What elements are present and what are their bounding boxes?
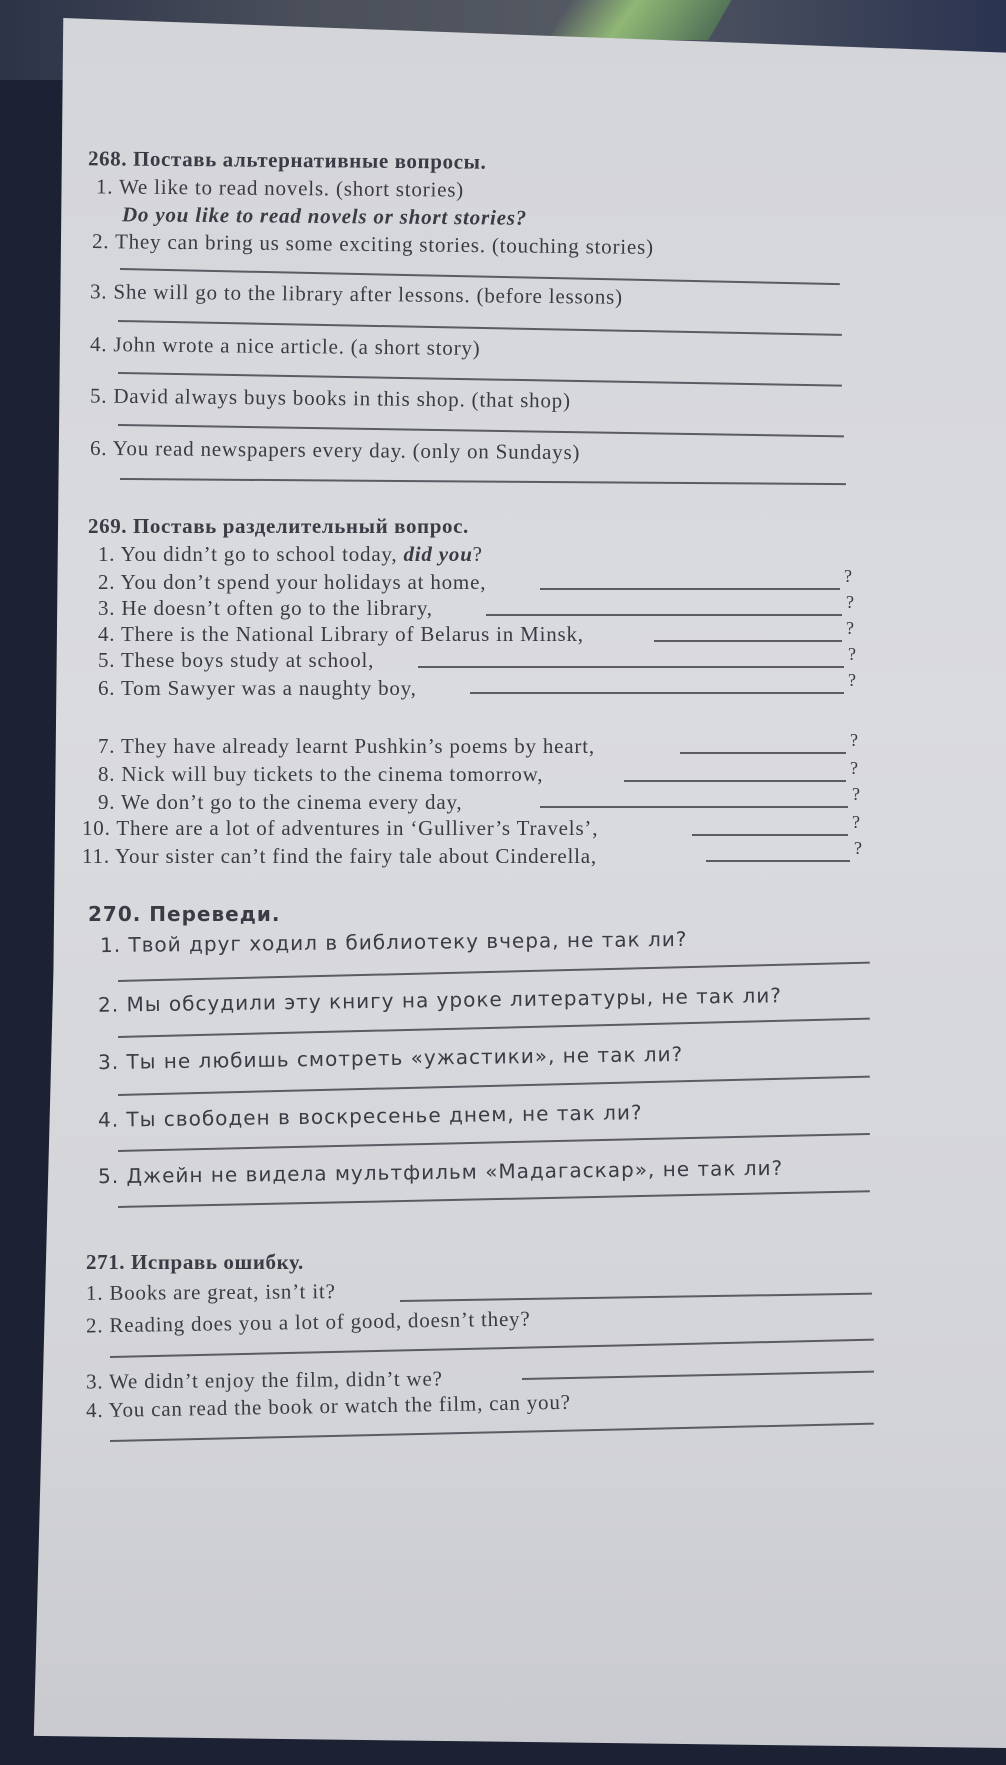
question-mark: ? — [846, 618, 854, 638]
answer-line[interactable] — [110, 1423, 874, 1442]
answer-line[interactable] — [680, 752, 846, 754]
exercise-270-item-1: 1. Твой друг ходил в библиотеку вчера, не так ли? — [99, 926, 688, 958]
exercise-269-title: 269. Поставь разделительный вопрос. — [88, 514, 469, 538]
exercise-271-item-1: 1. Books are great, isn’t it? — [85, 1279, 336, 1305]
answer-line[interactable] — [118, 1190, 870, 1207]
question-mark: ? — [848, 644, 856, 664]
exercise-268-item-1: 1. We like to read novels. (short stories) — [95, 174, 465, 202]
question-mark: ? — [850, 730, 858, 750]
answer-line[interactable] — [120, 478, 846, 485]
exercise-268-item-5: 5. David always buys books in this shop. (that shop) — [89, 383, 571, 413]
answer-line[interactable] — [706, 860, 850, 862]
exercise-271-title: 271. Исправь ошибку. — [86, 1250, 304, 1274]
answer-line[interactable] — [692, 834, 848, 836]
question-mark: ? — [844, 566, 852, 586]
question-mark: ? — [850, 758, 858, 778]
answer-line[interactable] — [654, 640, 842, 642]
exercise-268-title: 268. Поставь альтернативные вопросы. — [87, 146, 487, 174]
model-tag: did you — [403, 542, 473, 566]
exercise-270-item-5: 5. Джейн не видела мультфильм «Мадагаскар», не так ли? — [97, 1155, 784, 1189]
answer-line[interactable] — [118, 962, 870, 982]
exercise-270-title: 270. Переведи. — [88, 902, 281, 926]
exercise-269-item-9: 9. We don’t go to the cinema every day, — [98, 790, 463, 814]
question-mark: ? — [854, 838, 862, 858]
question-mark: ? — [852, 784, 860, 804]
exercise-268-item-4: 4. John wrote a nice article. (a short story) — [89, 331, 481, 361]
answer-line[interactable] — [400, 1293, 872, 1302]
exercise-269-item-11: 11. Your sister can’t find the fairy tale about Cinderella, — [82, 844, 597, 868]
exercise-269-item-7: 7. They have already learnt Pushkin’s poems by heart, — [98, 734, 595, 758]
exercise-269-item-2: 2. You don’t spend your holidays at home, — [98, 570, 487, 594]
question-mark: ? — [852, 812, 860, 832]
exercise-269-item-10: 10. There are a lot of adventures in ‘Gulliver’s Travels’, — [82, 816, 599, 840]
answer-line[interactable] — [540, 588, 840, 590]
answer-line[interactable] — [118, 1133, 870, 1152]
exercise-269-item-4: 4. There is the National Library of Belarus in Minsk, — [98, 622, 584, 646]
answer-line[interactable] — [118, 1018, 870, 1038]
exercise-268-item-2: 2. They can bring us some exciting stories. (touching stories) — [91, 229, 654, 259]
exercise-269-item-6: 6. Tom Sawyer was a naughty boy, — [98, 676, 417, 700]
question-mark: ? — [846, 592, 854, 612]
exercise-268-model-answer: Do you like to read novels or short stories? — [121, 202, 528, 230]
exercise-269-item-8: 8. Nick will buy tickets to the cinema tomorrow, — [98, 762, 544, 786]
exercise-269-item-5: 5. These boys study at school, — [98, 648, 375, 672]
exercise-270-item-2: 2. Мы обсудили эту книгу на уроке литературы, не так ли? — [97, 983, 783, 1017]
exercise-268-item-6: 6. You read newspapers every day. (only on Sundays) — [89, 435, 581, 465]
answer-line[interactable] — [418, 666, 844, 668]
exercise-271-item-4: 4. You can read the book or watch the film, can you? — [85, 1389, 571, 1423]
answer-line[interactable] — [118, 424, 844, 437]
exercise-269-item-3: 3. He doesn’t often go to the library, — [98, 596, 433, 620]
answer-line[interactable] — [470, 692, 844, 694]
answer-line[interactable] — [522, 1371, 874, 1380]
answer-line[interactable] — [540, 806, 848, 808]
exercise-270-item-3: 3. Ты не любишь смотреть «ужастики», не так ли? — [97, 1041, 684, 1075]
exercise-268-item-3: 3. She will go to the library after lessons. (before lessons) — [89, 279, 623, 309]
answer-line[interactable] — [486, 614, 842, 616]
exercise-271-item-3: 3. We didn’t enjoy the film, didn’t we? — [85, 1366, 443, 1394]
exercise-269-item-1: 1. You didn’t go to school today, did you? — [98, 542, 483, 566]
question-mark: ? — [848, 670, 856, 690]
exercise-270-item-4: 4. Ты свободен в воскресенье днем, не так ли? — [97, 1100, 643, 1132]
answer-line[interactable] — [110, 1339, 874, 1358]
exercise-271-item-2: 2. Reading does you a lot of good, doesn’t they? — [85, 1306, 531, 1338]
answer-line[interactable] — [118, 1076, 870, 1096]
answer-line[interactable] — [624, 780, 846, 782]
